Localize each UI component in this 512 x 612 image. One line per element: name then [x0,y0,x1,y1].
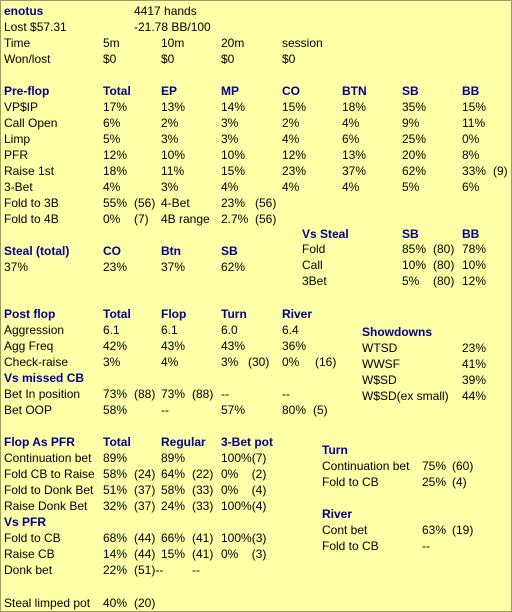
stat-label: Bet OOP [4,403,53,417]
col-header: Total [103,84,131,98]
stat-value: 3% [221,132,239,146]
sample-count: (33) [192,483,214,497]
col-header: Turn [221,307,247,321]
stat-label: Aggression [4,323,65,337]
col-header: EP [161,84,178,98]
stat-value: 89% [103,451,128,465]
vs-steal-header: Vs Steal [302,227,349,241]
stat-label: 3-Bet [4,180,33,194]
col-header: BTN [342,84,367,98]
stat-value: 17% [103,100,128,114]
stat-value: 18% [103,164,128,178]
sample-count: (56) [255,196,277,210]
stat-value: 64% [161,467,186,481]
stat-value: 62% [221,260,246,274]
stat-value: 73% [103,387,128,401]
stat-label: PFR [4,148,28,162]
sample-count: (41) [192,531,214,545]
stat-value: 0% [103,212,121,226]
sample-count: (56) [134,196,156,210]
stat-value: 5% [402,274,420,288]
stat-label: 4-Bet [161,196,190,210]
col-header: Total [103,435,131,449]
stat-value: 5% [103,132,121,146]
col-header: SB [221,244,238,258]
stat-value: 6% [462,180,480,194]
stat-value: 57% [221,403,246,417]
sample-count: (80) [433,242,455,256]
stat-value: 2% [282,116,300,130]
stat-value: 4% [342,116,360,130]
sample-count: (9) [493,164,508,178]
stat-value: 5% [402,180,420,194]
vs-pfr-header: Vs PFR [4,515,47,529]
stat-label: Fold to 4B [4,212,59,226]
col-header: Total [103,307,131,321]
won-lost-value: $0 [161,52,175,66]
col-header: Flop [161,307,187,321]
col-header: Regular [161,435,206,449]
stat-value: 3% [103,355,121,369]
stat-value: 10% [402,258,427,272]
stat-value: -- [221,387,229,401]
stat-value: 6% [342,132,360,146]
stat-label: Call Open [4,116,58,130]
stat-value: 2.7% [221,212,249,226]
stat-value: 15% [282,100,307,114]
col-header: SB [402,84,419,98]
stat-value: 25% [422,475,447,489]
stat-value: 32% [103,499,128,513]
stat-value: 3% [161,180,179,194]
stat-value: 9% [402,116,420,130]
missed-cb-header: Vs missed CB [4,371,85,385]
stat-label: Agg Freq [4,339,54,353]
stat-value: 13% [342,148,367,162]
sample-count: (24) [134,467,156,481]
sample-count: (51)-- [134,563,164,577]
time-col: 10m [161,36,185,50]
won-lost-label: Won/lost [4,52,51,66]
stat-value: 3% [221,116,239,130]
stat-value: 12% [462,274,487,288]
stat-value: 14% [221,100,246,114]
stat-value: 44% [462,389,487,403]
river-header: River [322,507,353,521]
stat-value: 58% [103,403,128,417]
stat-value: 23% [103,260,128,274]
stat-label: WTSD [362,341,398,355]
stat-value: 22% [103,563,128,577]
stat-value: 100%(7) [221,451,267,465]
stat-label: Raise Donk Bet [4,499,88,513]
stat-label: Fold [302,242,326,256]
stat-value: 62% [402,164,427,178]
stat-label: Bet In position [4,387,81,401]
lost-amount: Lost $57.31 [4,20,67,34]
stat-value: 80% [282,403,307,417]
bb-per-100: -21.78 BB/100 [134,20,211,34]
time-col: 20m [221,36,245,50]
stat-label: Fold to CB [322,539,379,553]
preflop-header: Pre-flop [4,84,50,98]
stat-value: 0% (3) [221,547,267,561]
stat-value: 15% [462,100,487,114]
stat-value: 4% [342,180,360,194]
stat-value: 8% [462,148,480,162]
col-header: Btn [161,244,181,258]
stat-value: 6.1 [103,323,120,337]
steal-header: Steal (total) [4,244,70,258]
col-header: BB [462,84,480,98]
hands-count: 4417 hands [134,4,197,18]
stat-value: 6.0 [221,323,238,337]
stat-value: 0% (2) [221,467,267,481]
stat-value: 10% [462,258,487,272]
stat-label: Fold CB to Raise [4,467,95,481]
stat-value: 14% [103,547,128,561]
stat-value: -- [282,387,290,401]
stat-value: 41% [462,357,487,371]
stat-value: 58% [161,483,186,497]
won-lost-value: $0 [103,52,117,66]
stat-label: Fold to Donk Bet [4,483,94,497]
stat-value: -- [422,539,430,553]
stat-value: 2% [161,116,179,130]
turn-header: Turn [322,443,348,457]
sample-count: (7) [134,212,149,226]
stat-value: 73% [161,387,186,401]
stat-value: 3% [161,132,179,146]
stat-value: 10% [161,148,186,162]
sample-count: (4) [452,475,467,489]
stat-value: 75% [422,459,447,473]
stat-value: 15% [221,164,246,178]
stat-value: 37% [161,260,186,274]
stat-value: 89% [161,451,186,465]
stat-label: Raise 1st [4,164,55,178]
stat-value: 55% [103,196,128,210]
sample-count: (37) [134,483,156,497]
stat-value: 12% [282,148,307,162]
sample-count: (44) [134,547,156,561]
sample-count: (22) [192,467,214,481]
stat-label: Cont bet [322,523,368,537]
stat-value: 12% [103,148,128,162]
stat-value: 63% [422,523,447,537]
stat-value: 23% [282,164,307,178]
stat-label: Donk bet [4,563,53,577]
stat-value: 0% (4) [221,483,267,497]
stat-value: 43% [221,339,246,353]
stat-label: Steal limped pot [4,596,91,610]
stat-value: 58% [103,467,128,481]
sample-count: (56) [255,212,277,226]
stat-value: 100%(3) [221,531,267,545]
stat-value: 85% [402,242,427,256]
col-header: River [282,307,313,321]
stat-value: 42% [103,339,128,353]
stat-value: 20% [402,148,427,162]
showdowns-header: Showdowns [362,325,432,339]
flop-pfr-header: Flop As PFR [4,435,75,449]
stat-value: 4% [282,132,300,146]
stat-value: 0% [282,355,300,369]
stat-value: 40% [103,596,128,610]
won-lost-value: $0 [221,52,235,66]
col-header: CO [282,84,300,98]
sample-count: (60) [452,459,474,473]
stat-value: 36% [282,339,307,353]
sample-count: (88) [192,387,214,401]
stat-label: WWSF [362,357,400,371]
stat-value: 23% [462,341,487,355]
col-header: CO [103,244,121,258]
stat-label: Continuation bet [4,451,92,465]
sample-count: (41) [192,547,214,561]
stat-value: 3% [221,355,239,369]
won-lost-value: $0 [282,52,296,66]
stat-label: W$SD [362,373,397,387]
sample-count: (19) [452,523,474,537]
stat-value: 6.1 [161,323,178,337]
col-header: MP [221,84,239,98]
sample-count: (44) [134,531,156,545]
stat-value: 43% [161,339,186,353]
stat-value: 37% [342,164,367,178]
postflop-header: Post flop [4,307,56,321]
stat-value: 11% [161,164,185,178]
stat-label: W$SD(ex small) [362,389,449,403]
stat-value: 25% [402,132,427,146]
stat-value: 15% [161,547,186,561]
stat-label: Fold to CB [322,475,379,489]
stat-value: 13% [161,100,186,114]
stat-value: 6% [103,116,121,130]
stat-label: VP$IP [4,100,39,114]
stat-value: -- [192,563,200,577]
col-header: BB [462,227,480,241]
stat-value: 18% [342,100,367,114]
sample-count: (37) [134,499,156,513]
stat-label: Continuation bet [322,459,410,473]
stat-value: 10% [221,148,246,162]
time-label: Time [4,36,31,50]
sample-count: (5) [313,403,328,417]
sample-count: (30) [248,355,270,369]
stat-value: 4% [282,180,300,194]
stat-label: 4B range [161,212,210,226]
stat-label: Raise CB [4,547,55,561]
stat-value: 4% [221,180,239,194]
col-header: 3-Bet pot [221,435,273,449]
col-header: SB [402,227,419,241]
stat-value: 39% [462,373,487,387]
stat-label: Fold to CB [4,531,61,545]
time-col: 5m [103,36,120,50]
stat-label: 3Bet [302,274,327,288]
sample-count: (80) [433,258,455,272]
stat-value: 33% [462,164,487,178]
stat-value: 0% [462,132,480,146]
sample-count: (20) [134,596,156,610]
sample-count: (33) [192,499,214,513]
stat-value: 68% [103,531,128,545]
stat-value: 51% [103,483,128,497]
stat-label: Fold to 3B [4,196,59,210]
stat-value: 11% [462,116,486,130]
stat-value: -- [161,403,169,417]
stat-value: 37% [4,260,29,274]
sample-count: (80) [433,274,455,288]
player-name: enotus [4,4,44,18]
stat-value: 66% [161,531,186,545]
stat-value: 6.4 [282,323,299,337]
stat-value: 100%(4) [221,499,267,513]
stat-value: 24% [161,499,186,513]
stat-label: Limp [4,132,31,146]
stat-value: 4% [103,180,121,194]
sample-count: (16) [315,355,337,369]
time-col: session [282,36,323,50]
stat-value: 23% [221,196,246,210]
stat-value: 78% [462,242,487,256]
stat-value: 35% [402,100,427,114]
stat-label: Check-raise [4,355,69,369]
stat-value: 4% [161,355,179,369]
stat-label: Call [302,258,323,272]
sample-count: (88) [134,387,156,401]
